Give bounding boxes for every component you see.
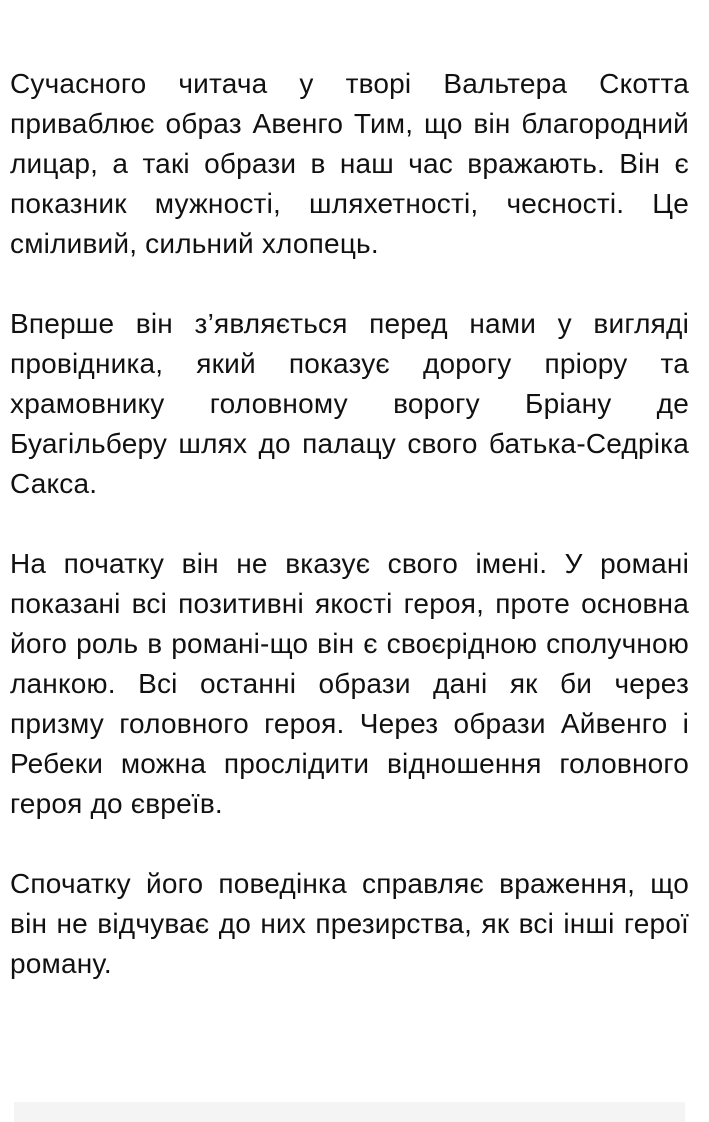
document-body (10, 64, 689, 1024)
paragraph-1: Сучасного читача у творі Вальтера Скотта приваблює образ Авенго Тим, що він благородний лицар, а такі образи в наш час вражають. Він є показник мужності, шляхетності, чесності. Це сміливий, сильний хлопець. (10, 68, 689, 259)
paragraph-3: На початку він не вказує свого імені. У романі показані всі позитивні якості героя, проте основна його роль в романі-що він є своєрідною сполучною ланкою. Всі останні образи дані як би через призму головного героя. Через образи Айвенго і Ребеки можна прослідити відношення головного героя до євреїв. (10, 548, 689, 819)
paragraph-4: Спочатку його поведінка справляє враження, що він не відчуває до них презирства, як всі інші герої роману. (10, 868, 689, 979)
paragraph-2: Вперше він з’являється перед нами у вигляді провідника, який показує дорогу пріору та храмовнику головному ворогу Бріану де Буагільберу шлях до палацу свого батька-Седріка Сакса. (10, 308, 689, 499)
bottom-divider (14, 1102, 685, 1122)
